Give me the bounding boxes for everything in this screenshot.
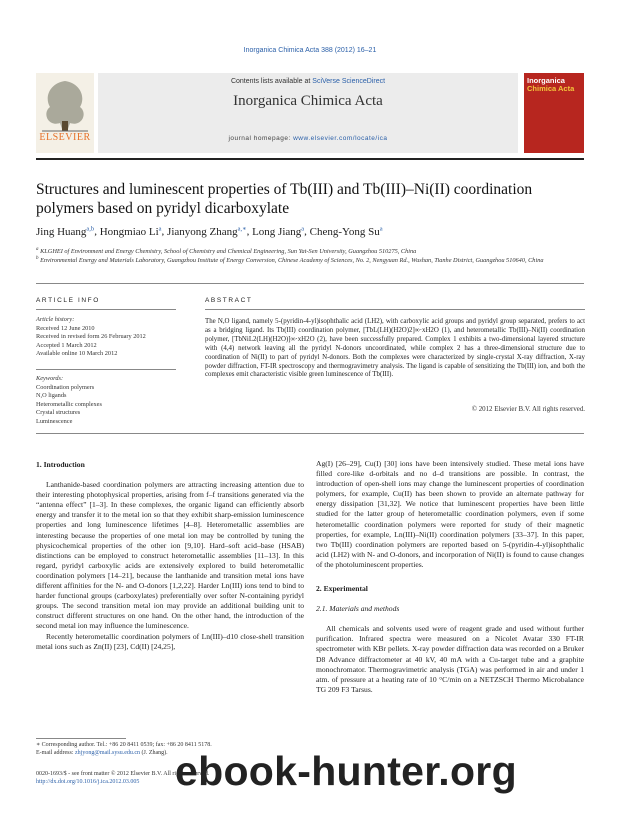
contents-line [98, 78, 518, 85]
cover-title [527, 77, 581, 93]
history-item: Received 12 June 2010 [36, 324, 95, 332]
issn-line: 0020-1693/$ - see front matter © 2012 Elsevier B.V. All rights reserved. [36, 771, 210, 777]
intro-paragraph-3: Ag(I) [26–29], Cu(I) [30] ions have been intensively studied. These metal ions have filled core-like d-orbitals and no d–d transitions are possible. In contrast, the introduction of open-shell ions may change the luminescent properties of coordination polymers, for example, Cu(II) has been shown to provide an alternate pathway for energy dissipation [31,32]. We notice that luminescent properties have been little studied for the latter group of heterometallic coordination polymers, even if some heterometallic coordination polymers were reported for study of their magnetic properties, for example, Ln(III)–Ni(II) coordination polymers [33–37]. In this paper, two Tb(III) coordination polymers are reported based on 5-(pyridin-4-yl)isophthalic acid (LH2) with N- and O-donors, and incorporation of Ni(II) is found to cause changes of the photoluminescent properties. [316, 459, 584, 569]
keyword: N,O ligands [36, 392, 67, 399]
cover-title-line2: Chimica Acta [527, 84, 575, 93]
history-item: Accepted 1 March 2012 [36, 341, 97, 349]
footnote-rule [36, 738, 126, 739]
abstract-heading: ABSTRACT [205, 297, 253, 304]
journal-homepage [98, 135, 518, 142]
contents-prefix: Contents lists available at [230, 78, 313, 85]
divider [205, 309, 585, 310]
history-item: Available online 10 March 2012 [36, 350, 118, 357]
article-title: Structures and luminescent properties of Tb(III) and Tb(III)–Ni(II) coordination polymers based on pyridyl dicarboxylate [36, 181, 533, 217]
section-heading-experimental: 2. Experimental [316, 584, 368, 594]
history-item: Received in revised form 26 February 2012 [36, 333, 146, 340]
author[interactable]: Cheng-Yong Su$^a$ [309, 225, 383, 238]
history-label: Article history: [36, 316, 75, 323]
intro-paragraph-1: Lanthanide-based coordination polymers are attracting increasing attention due to their interesting photophysical properties, arising from f–f transitions generated via the “antenna effect” [1–3]. In these complexes, the organic ligand can efficiently absorb energy and transfer it to the metal ion so that they exhibit sharp-emission luminescence properties and long luminescence lifetimes [4–8]. Heterometallic assemblies are interesting because the properties of one metal ion may be controlled by tuning the physicochemical properties of the other ion [9,10]. Hard–soft acid–base (HSAB) distinctions can be employed to construct heterometallic assemblies [11–13]. In this regard, pyridyl carboxylic acids are extensively explored to build heterometallic coordination polymers [14–21], because the lanthanide and transition metal ions have different affinities for the N- and O-donors [1,2,22]. Harder Ln(III) ions tend to bind to harder functional groups (carboxylates) preferentially over softer N-containing pyridyl groups. The second transition metal ion may provide an additional building unit to construct different structures on one hand. On the other hand, the introduction of the second metal ion may influence the luminescence. [36, 480, 304, 631]
homepage-link[interactable]: www.elsevier.com/locate/ica [293, 135, 388, 142]
right-column [316, 459, 584, 695]
divider [36, 283, 584, 284]
email-link[interactable]: zhjyong@mail.sysu.edu.cn [75, 750, 141, 756]
section-heading-introduction: 1. Introduction [36, 460, 85, 469]
left-column [36, 460, 304, 652]
keyword: Crystal structures [36, 409, 81, 416]
author-list: Jing Huang$^{a,b}$, Hongmiao Li$^a$, Jianyong Zhang$^{a,∗}$, Long Jiang$^a$, Cheng-Yong Su$^a$ [36, 225, 383, 238]
doi-link[interactable]: http://dx.doi.org/10.1016/j.ica.2012.03.005 [36, 779, 140, 785]
affiliation-b: $^b$ Environmental Energy and Materials Laboratory, Guangzhou Institute of Energy Conversion, Chinese Academy of Sciences, No. 2, Nengyuan Rd., Wushan, Tianhe District, Guangzhou 510640, China [36, 256, 544, 265]
author[interactable]: Jing Huang$^{a,b}$ [36, 225, 95, 238]
keywords-label: Keywords: [36, 375, 64, 382]
sciencedirect-link[interactable]: SciVerse ScienceDirect [312, 78, 386, 85]
copyright: © 2012 Elsevier B.V. All rights reserved. [471, 406, 585, 413]
divider [36, 369, 176, 370]
article-history [36, 316, 176, 359]
cover-title-line1: Inorganica [527, 76, 565, 85]
author[interactable]: Hongmiao Li$^a$ [99, 225, 162, 238]
article-info-heading: ARTICLE INFO [36, 297, 100, 304]
abstract-body: The N,O ligand, namely 5-(pyridin-4-yl)isophthalic acid (LH2), with carboxylic acid groups and pyridyl group separated, prefers to act as a bridging ligand. Its Tb(III) coordination polymer, [TbL(LH)(H2O)2]∞·xH2O (1), and heterometallic Tb(III)–Ni(II) coordination polymer, [TbNiL2(LH)(H2O)]∞·xH2O (2), have been successfully prepared. Complex 1 exhibits a two-dimensional layered structure with (4,4) network leaving all the pyridyl N-donors uncoordinated, while complex 2 has a three-dimensional structure due to coordination of Ni(II) to part of pyridyl N-donors. Both the complexes were characterized by single-crystal X-ray diffraction, X-ray powder diffraction, FT-IR spectroscopy and thermogravimetry analysis. The ligand is capable of sensitizing the Tb(III) ion, and both the complexes emit characteristic visible green luminescence of Tb(III). [205, 318, 585, 379]
journal-name: Inorganica Chimica Acta [233, 93, 383, 109]
header-rule [36, 158, 584, 160]
methods-paragraph: All chemicals and solvents used were of reagent grade and used without further purification. Infrared spectra were measured on a Nicolet Avatar 330 FT-IR spectrometer with KBr pellets. X-ray powder diffraction data was recorded on a Bruker D8 Advance diffractometer at 40 kV, 40 mA with a Cu-target tube and a graphite monochromator. Thermogravimetric analysis (TGA) was performed in air and under 1 atm. of pressure at a heating rate of 10 °C/min on a NETZSCH Thermo Microbalance TG 209 F3 Tarsus. [316, 624, 584, 694]
affiliation-a: $^a$ KLGHEI of Environment and Energy Chemistry, School of Chemistry and Chemical Engineering, Sun Yat-Sen University, Guangzhou 510275, China [36, 247, 417, 256]
keyword: Heterometallic complexes [36, 400, 102, 408]
divider [36, 309, 176, 310]
elsevier-wordmark: ELSEVIER [39, 132, 91, 143]
keyword: Coordination polymers [36, 383, 95, 391]
journal-reference[interactable]: Inorganica Chimica Acta 388 (2012) 16–21 [243, 47, 377, 54]
subsection-heading-materials: 2.1. Materials and methods [316, 604, 400, 614]
keywords [36, 375, 176, 426]
corresponding-author: ∗ Corresponding author. Tel.: +86 20 8411 0539; fax: +86 20 8411 5178. [36, 742, 212, 748]
intro-paragraph-2: Recently heterometallic coordination polymers of Ln(III)–d10 close-shell transition metal ions such as Zn(II) [23], Cd(II) [24,25], [36, 631, 304, 651]
watermark-text: ebook-hunter.org [175, 748, 517, 794]
email-line: E-mail address: zhjyong@mail.sysu.edu.cn (J. Zhang). [36, 750, 168, 756]
homepage-prefix: journal homepage: [228, 135, 294, 142]
keyword: Luminescence [36, 417, 73, 425]
author[interactable]: Long Jiang$^a$ [252, 225, 305, 238]
divider [36, 433, 584, 434]
author[interactable]: Jianyong Zhang$^{a,∗}$ [167, 225, 247, 238]
